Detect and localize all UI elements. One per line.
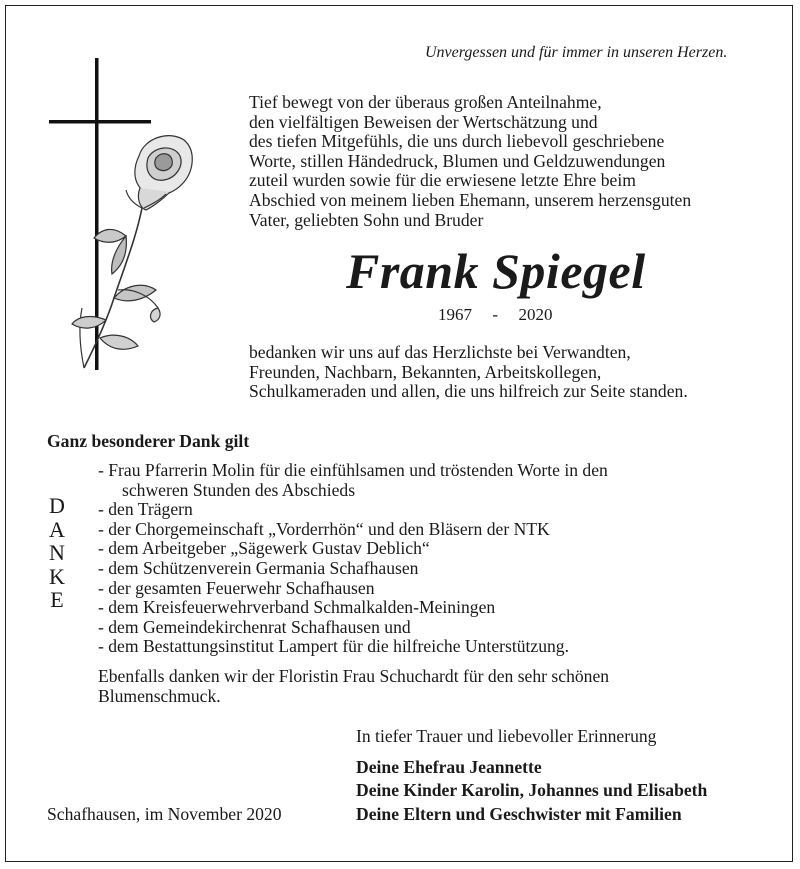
date-dash: - [492,305,499,324]
cross-rose-illustration [44,58,214,378]
list-item: - der gesamten Feuerwehr Schafhausen [98,577,375,598]
list-item: - dem Gemeindekirchenrat Schafhausen und [98,616,411,637]
list-item: - dem Bestattungsinstitut Lampert für die hilfreiche Unterstützung. [98,636,570,657]
danke-letter: N [49,540,65,565]
signature-family: Deine Eltern und Geschwister mit Familien [356,804,682,824]
motto: Unvergessen und für immer in unseren Herzen. [425,44,728,61]
signature-children: Deine Kinder Karolin, Johannes und Elisabeth [356,780,708,800]
birth-year: 1967 [438,305,472,324]
list-item: - Frau Pfarrerin Molin für die einfühlsamen und tröstenden Worte in den [98,460,608,480]
life-dates [438,305,553,325]
danke-vertical-word [46,494,68,612]
list-item-continuation: schweren Stunden des Abschieds [122,479,356,500]
place-date: Schafhausen, im November 2020 [47,804,282,824]
list-item: - dem Kreisfeuerwehrverband Schmalkalden-Meiningen [98,597,496,618]
special-thanks-heading: Ganz besonderer Dank gilt [47,431,250,451]
list-item: - dem Schützenverein Germania Schafhausen [98,557,419,578]
rose-icon [72,136,192,368]
list-item: - der Chorgemeinschaft „Vorderrhön“ und den Bläsern der NTK [98,518,550,539]
danke-letter: E [50,587,64,612]
list-item: - dem Arbeitgeber „Sägewerk Gustav Deblich“ [98,538,430,559]
mourning-line: In tiefer Trauer und liebevoller Erinnerung [356,726,657,746]
thanks-paragraph: bedanken wir uns auf das Herzlichste bei Verwandten, Freunden, Nachbarn, Bekannten, Arbeitskollegen, Schulkameraden und allen, die uns hilfreich zur Seite standen. [249,342,688,402]
thanks-list [98,461,608,657]
list-item: - den Trägern [98,499,193,520]
danke-letter: D [49,493,65,518]
deceased-name: Frank Spiegel [346,243,646,299]
florist-thanks: Ebenfalls danken wir der Floristin Frau Schuchardt für den sehr schönen Blumenschmuck. [98,666,610,706]
danke-letter: A [49,516,65,542]
intro-paragraph: Tief bewegt von der überaus großen Anteilnahme, den vielfältigen Beweisen der Wertschätzung und des tiefen Mitgefühls, die uns durch liebevoll geschriebene Worte, stillen Händedruck, Blumen und Geldzuwendungen zuteil wurden sowie für die erwiesene letzte Ehre beim Abschied von meinem lieben Ehemann, unserem herzensguten Vater, geliebten Sohn und Bruder [249,92,692,230]
signature-spouse: Deine Ehefrau Jeannette [356,757,542,777]
danke-letter: K [49,563,65,589]
death-year: 2020 [518,305,553,324]
